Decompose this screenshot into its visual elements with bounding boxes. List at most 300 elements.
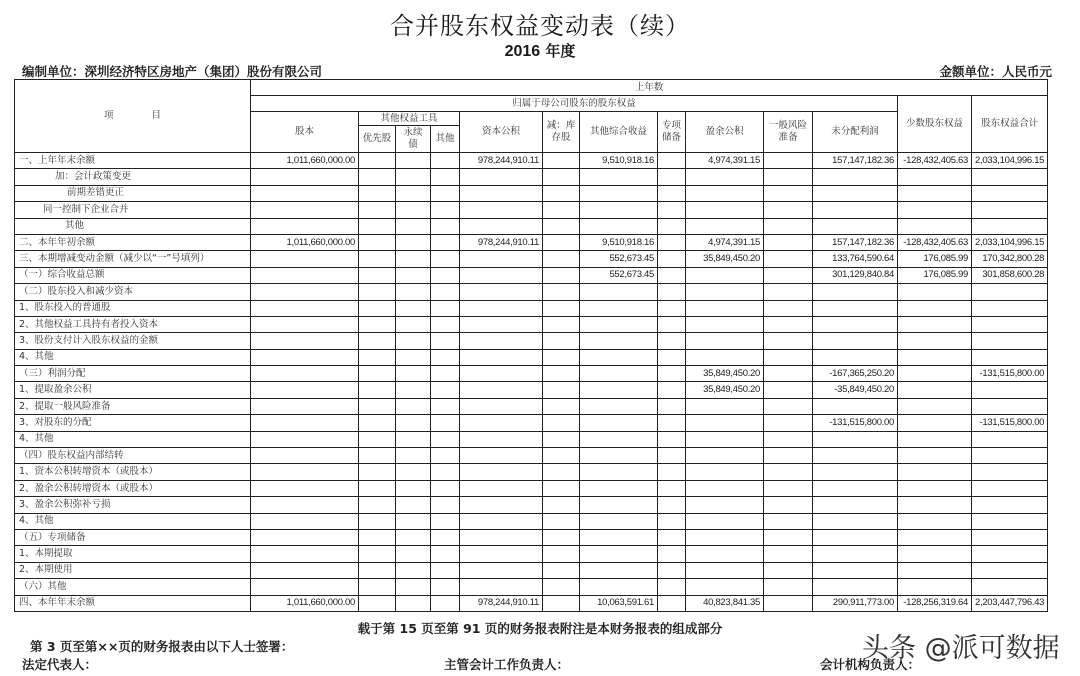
cell-special-reserve bbox=[658, 448, 686, 464]
cell-treasury bbox=[543, 316, 580, 332]
cell-perpetual bbox=[396, 218, 431, 234]
cell-total bbox=[972, 284, 1048, 300]
cell-total bbox=[972, 513, 1048, 529]
cell-special-reserve bbox=[658, 234, 686, 250]
cell-minority bbox=[898, 448, 972, 464]
cell-perpetual bbox=[396, 431, 431, 447]
cell-treasury bbox=[543, 185, 580, 201]
cell-general-risk bbox=[764, 185, 813, 201]
cell-surplus-reserve bbox=[686, 513, 764, 529]
cell-surplus-reserve bbox=[686, 546, 764, 562]
table-row bbox=[15, 300, 1048, 316]
cell-capital-reserve bbox=[460, 464, 543, 480]
cell-general-risk bbox=[764, 267, 813, 283]
col-total: 股东权益合计 bbox=[972, 96, 1048, 153]
cell-special-reserve bbox=[658, 251, 686, 267]
col-retained-earnings: 未分配利润 bbox=[813, 112, 898, 153]
cell-preferred bbox=[359, 234, 396, 250]
cell-minority bbox=[898, 497, 972, 513]
cell-share-capital bbox=[251, 464, 359, 480]
cell-minority bbox=[898, 300, 972, 316]
cell-treasury bbox=[543, 202, 580, 218]
table-row bbox=[15, 448, 1048, 464]
cell-preferred bbox=[359, 349, 396, 365]
cell-surplus-reserve bbox=[686, 218, 764, 234]
cell-oci bbox=[580, 185, 658, 201]
cell-surplus-reserve bbox=[686, 579, 764, 595]
table-row bbox=[15, 480, 1048, 496]
cell-preferred bbox=[359, 382, 396, 398]
cell-preferred bbox=[359, 185, 396, 201]
cell-special-reserve bbox=[658, 398, 686, 414]
cell-special-reserve bbox=[658, 513, 686, 529]
cell-oci: 9,510,918.16 bbox=[580, 153, 658, 169]
cell-surplus-reserve: 40,823,841.35 bbox=[686, 595, 764, 611]
cell-surplus-reserve: 35,849,450.20 bbox=[686, 366, 764, 382]
table-row bbox=[15, 464, 1048, 480]
row-label: 1、本期提取 bbox=[15, 546, 251, 562]
table-row bbox=[15, 234, 1048, 250]
row-label: 1、资本公积转增资本（或股本） bbox=[15, 464, 251, 480]
cell-retained bbox=[813, 316, 898, 332]
cell-share-capital bbox=[251, 546, 359, 562]
cell-capital-reserve bbox=[460, 284, 543, 300]
cell-perpetual bbox=[396, 546, 431, 562]
cell-oci bbox=[580, 366, 658, 382]
cell-oci: 552,673.45 bbox=[580, 267, 658, 283]
cell-share-capital: 1,011,660,000.00 bbox=[251, 153, 359, 169]
cell-treasury bbox=[543, 415, 580, 431]
cell-total bbox=[972, 398, 1048, 414]
cell-treasury bbox=[543, 579, 580, 595]
cell-other-instr bbox=[431, 169, 460, 185]
cell-retained bbox=[813, 579, 898, 595]
cell-retained bbox=[813, 218, 898, 234]
cell-special-reserve bbox=[658, 284, 686, 300]
cell-special-reserve bbox=[658, 333, 686, 349]
cell-surplus-reserve: 35,849,450.20 bbox=[686, 251, 764, 267]
table-row bbox=[15, 513, 1048, 529]
cell-total bbox=[972, 202, 1048, 218]
cell-total bbox=[972, 218, 1048, 234]
cell-total bbox=[972, 562, 1048, 578]
cell-oci bbox=[580, 546, 658, 562]
cell-treasury bbox=[543, 234, 580, 250]
cell-special-reserve bbox=[658, 218, 686, 234]
cell-other-instr bbox=[431, 513, 460, 529]
cell-other-instr bbox=[431, 333, 460, 349]
cell-other-instr bbox=[431, 595, 460, 611]
cell-capital-reserve bbox=[460, 366, 543, 382]
cell-capital-reserve: 978,244,910.11 bbox=[460, 234, 543, 250]
col-other-instruments: 其他 bbox=[431, 126, 460, 153]
cell-treasury bbox=[543, 349, 580, 365]
cell-minority: 176,085.99 bbox=[898, 251, 972, 267]
cell-special-reserve bbox=[658, 480, 686, 496]
legal-representative-label: 法定代表人： bbox=[22, 657, 98, 672]
cell-total bbox=[972, 333, 1048, 349]
cell-total bbox=[972, 579, 1048, 595]
cell-preferred bbox=[359, 398, 396, 414]
cell-capital-reserve bbox=[460, 448, 543, 464]
cell-total bbox=[972, 349, 1048, 365]
cell-general-risk bbox=[764, 349, 813, 365]
cell-oci bbox=[580, 398, 658, 414]
col-treasury-stock: 减：库存股 bbox=[543, 112, 580, 153]
cell-minority bbox=[898, 415, 972, 431]
cell-other-instr bbox=[431, 562, 460, 578]
cell-other-instr bbox=[431, 185, 460, 201]
cell-perpetual bbox=[396, 529, 431, 545]
cell-other-instr bbox=[431, 398, 460, 414]
cell-special-reserve bbox=[658, 529, 686, 545]
cell-oci bbox=[580, 382, 658, 398]
row-label: 加：会计政策变更 bbox=[15, 169, 251, 185]
cell-surplus-reserve bbox=[686, 562, 764, 578]
cell-special-reserve bbox=[658, 382, 686, 398]
cell-general-risk bbox=[764, 300, 813, 316]
row-label: （六）其他 bbox=[15, 579, 251, 595]
cell-capital-reserve bbox=[460, 480, 543, 496]
cell-share-capital bbox=[251, 480, 359, 496]
cell-capital-reserve bbox=[460, 579, 543, 595]
row-label: 1、提取盈余公积 bbox=[15, 382, 251, 398]
cell-total bbox=[972, 546, 1048, 562]
cell-other-instr bbox=[431, 464, 460, 480]
cell-perpetual bbox=[396, 349, 431, 365]
cell-general-risk bbox=[764, 529, 813, 545]
cell-retained: 133,764,590.64 bbox=[813, 251, 898, 267]
cell-surplus-reserve bbox=[686, 398, 764, 414]
cell-capital-reserve bbox=[460, 415, 543, 431]
cell-special-reserve bbox=[658, 595, 686, 611]
cell-oci bbox=[580, 579, 658, 595]
cell-total bbox=[972, 316, 1048, 332]
cell-treasury bbox=[543, 153, 580, 169]
cell-preferred bbox=[359, 267, 396, 283]
cell-general-risk bbox=[764, 251, 813, 267]
year-suffix: 年度 bbox=[540, 42, 576, 60]
cell-preferred bbox=[359, 153, 396, 169]
cell-minority bbox=[898, 562, 972, 578]
cell-general-risk bbox=[764, 382, 813, 398]
cell-special-reserve bbox=[658, 415, 686, 431]
cell-surplus-reserve bbox=[686, 284, 764, 300]
cell-treasury bbox=[543, 497, 580, 513]
cell-perpetual bbox=[396, 185, 431, 201]
cell-general-risk bbox=[764, 169, 813, 185]
cell-perpetual bbox=[396, 595, 431, 611]
cell-surplus-reserve bbox=[686, 316, 764, 332]
cell-perpetual bbox=[396, 366, 431, 382]
cell-preferred bbox=[359, 579, 396, 595]
cell-oci bbox=[580, 284, 658, 300]
cell-minority bbox=[898, 579, 972, 595]
cell-share-capital bbox=[251, 448, 359, 464]
cell-minority bbox=[898, 546, 972, 562]
cell-share-capital bbox=[251, 300, 359, 316]
cell-oci bbox=[580, 415, 658, 431]
cell-capital-reserve bbox=[460, 546, 543, 562]
cell-oci: 552,673.45 bbox=[580, 251, 658, 267]
row-label: 三、本期增减变动金额（减少以“一”号填列） bbox=[15, 251, 251, 267]
cell-preferred bbox=[359, 497, 396, 513]
cell-total bbox=[972, 497, 1048, 513]
cell-share-capital bbox=[251, 202, 359, 218]
row-label: （四）股东权益内部结转 bbox=[15, 448, 251, 464]
cell-share-capital bbox=[251, 349, 359, 365]
cell-other-instr bbox=[431, 382, 460, 398]
cell-other-instr bbox=[431, 349, 460, 365]
cell-preferred bbox=[359, 448, 396, 464]
cell-share-capital bbox=[251, 333, 359, 349]
cell-special-reserve bbox=[658, 546, 686, 562]
cell-other-instr bbox=[431, 579, 460, 595]
cell-perpetual bbox=[396, 382, 431, 398]
cell-surplus-reserve bbox=[686, 185, 764, 201]
accounting-head-label: 主管会计工作负责人： bbox=[444, 657, 570, 672]
cell-capital-reserve: 978,244,910.11 bbox=[460, 595, 543, 611]
cell-share-capital bbox=[251, 513, 359, 529]
cell-total bbox=[972, 431, 1048, 447]
cell-general-risk bbox=[764, 579, 813, 595]
cell-preferred bbox=[359, 316, 396, 332]
table-row bbox=[15, 349, 1048, 365]
cell-retained bbox=[813, 546, 898, 562]
cell-surplus-reserve bbox=[686, 529, 764, 545]
cell-capital-reserve bbox=[460, 251, 543, 267]
cell-capital-reserve bbox=[460, 267, 543, 283]
cell-treasury bbox=[543, 382, 580, 398]
cell-retained bbox=[813, 185, 898, 201]
cell-perpetual bbox=[396, 497, 431, 513]
cell-minority bbox=[898, 284, 972, 300]
cell-oci bbox=[580, 497, 658, 513]
row-label: （五）专项储备 bbox=[15, 529, 251, 545]
table-row bbox=[15, 546, 1048, 562]
cell-preferred bbox=[359, 169, 396, 185]
statement-title: 合并股东权益变动表（续） bbox=[390, 12, 690, 40]
cell-perpetual bbox=[396, 464, 431, 480]
cell-preferred bbox=[359, 366, 396, 382]
cell-capital-reserve bbox=[460, 349, 543, 365]
cell-special-reserve bbox=[658, 366, 686, 382]
cell-treasury bbox=[543, 284, 580, 300]
cell-treasury bbox=[543, 562, 580, 578]
table-row bbox=[15, 497, 1048, 513]
cell-total bbox=[972, 480, 1048, 496]
cell-special-reserve bbox=[658, 185, 686, 201]
cell-retained bbox=[813, 562, 898, 578]
cell-other-instr bbox=[431, 431, 460, 447]
accounting-org-head-label: 会计机构负责人： bbox=[820, 657, 921, 672]
cell-retained bbox=[813, 480, 898, 496]
cell-oci bbox=[580, 333, 658, 349]
cell-retained bbox=[813, 431, 898, 447]
signature-statement: 第 3 页至第××页的财务报表由以下人士签署： bbox=[30, 639, 294, 654]
cell-oci bbox=[580, 300, 658, 316]
cell-share-capital bbox=[251, 382, 359, 398]
cell-special-reserve bbox=[658, 169, 686, 185]
cell-treasury bbox=[543, 267, 580, 283]
cell-treasury bbox=[543, 251, 580, 267]
cell-capital-reserve bbox=[460, 562, 543, 578]
table-row bbox=[15, 579, 1048, 595]
cell-other-instr bbox=[431, 300, 460, 316]
cell-retained: 157,147,182.36 bbox=[813, 234, 898, 250]
cell-oci bbox=[580, 349, 658, 365]
cell-retained: -167,365,250.20 bbox=[813, 366, 898, 382]
row-label: 四、本年年末余额 bbox=[15, 595, 251, 611]
cell-minority bbox=[898, 382, 972, 398]
cell-retained: 157,147,182.36 bbox=[813, 153, 898, 169]
cell-minority bbox=[898, 202, 972, 218]
cell-share-capital bbox=[251, 267, 359, 283]
cell-surplus-reserve bbox=[686, 333, 764, 349]
cell-retained bbox=[813, 202, 898, 218]
cell-other-instr bbox=[431, 153, 460, 169]
cell-share-capital bbox=[251, 251, 359, 267]
cell-surplus-reserve: 4,974,391.15 bbox=[686, 153, 764, 169]
cell-retained bbox=[813, 300, 898, 316]
cell-preferred bbox=[359, 513, 396, 529]
table-row bbox=[15, 218, 1048, 234]
parent-equity-header: 归属于母公司股东的股东权益 bbox=[251, 96, 898, 112]
cell-surplus-reserve bbox=[686, 415, 764, 431]
cell-perpetual bbox=[396, 448, 431, 464]
cell-special-reserve bbox=[658, 267, 686, 283]
cell-surplus-reserve bbox=[686, 448, 764, 464]
cell-retained bbox=[813, 169, 898, 185]
cell-minority bbox=[898, 513, 972, 529]
cell-oci: 9,510,918.16 bbox=[580, 234, 658, 250]
cell-general-risk bbox=[764, 480, 813, 496]
cell-special-reserve bbox=[658, 349, 686, 365]
cell-surplus-reserve bbox=[686, 349, 764, 365]
cell-capital-reserve bbox=[460, 431, 543, 447]
cell-perpetual bbox=[396, 251, 431, 267]
equity-change-table bbox=[14, 79, 1048, 612]
cell-minority bbox=[898, 349, 972, 365]
cell-perpetual bbox=[396, 300, 431, 316]
cell-retained bbox=[813, 529, 898, 545]
cell-capital-reserve bbox=[460, 316, 543, 332]
cell-total: 2,203,447,796.43 bbox=[972, 595, 1048, 611]
cell-general-risk bbox=[764, 415, 813, 431]
table-row bbox=[15, 529, 1048, 545]
row-label: 前期差错更正 bbox=[15, 185, 251, 201]
cell-general-risk bbox=[764, 218, 813, 234]
cell-surplus-reserve bbox=[686, 202, 764, 218]
row-label: 二、本年年初余额 bbox=[15, 234, 251, 250]
col-capital-reserve: 资本公积 bbox=[460, 112, 543, 153]
table-row bbox=[15, 415, 1048, 431]
currency-unit: 金额单位：人民币元 bbox=[939, 64, 1052, 79]
cell-share-capital bbox=[251, 579, 359, 595]
row-label: （二）股东投入和减少资本 bbox=[15, 284, 251, 300]
period-header: 上年数 bbox=[251, 80, 1048, 96]
cell-share-capital bbox=[251, 562, 359, 578]
cell-minority: -128,256,319.64 bbox=[898, 595, 972, 611]
cell-treasury bbox=[543, 218, 580, 234]
cell-share-capital bbox=[251, 529, 359, 545]
cell-oci bbox=[580, 529, 658, 545]
row-label: 其他 bbox=[15, 218, 251, 234]
cell-total bbox=[972, 169, 1048, 185]
cell-oci bbox=[580, 202, 658, 218]
cell-other-instr bbox=[431, 480, 460, 496]
cell-preferred bbox=[359, 300, 396, 316]
cell-retained: -35,849,450.20 bbox=[813, 382, 898, 398]
cell-special-reserve bbox=[658, 300, 686, 316]
cell-share-capital bbox=[251, 366, 359, 382]
cell-treasury bbox=[543, 595, 580, 611]
item-header: 项 目 bbox=[15, 80, 251, 153]
cell-share-capital bbox=[251, 169, 359, 185]
cell-general-risk bbox=[764, 366, 813, 382]
cell-total bbox=[972, 185, 1048, 201]
table-row bbox=[15, 185, 1048, 201]
year-value: 2016 bbox=[504, 43, 541, 60]
cell-general-risk bbox=[764, 497, 813, 513]
row-label: 2、提取一般风险准备 bbox=[15, 398, 251, 414]
cell-preferred bbox=[359, 480, 396, 496]
cell-treasury bbox=[543, 448, 580, 464]
cell-oci bbox=[580, 448, 658, 464]
row-label: 4、其他 bbox=[15, 431, 251, 447]
table-row bbox=[15, 284, 1048, 300]
cell-treasury bbox=[543, 464, 580, 480]
row-label: 4、其他 bbox=[15, 349, 251, 365]
cell-minority bbox=[898, 316, 972, 332]
cell-share-capital bbox=[251, 218, 359, 234]
cell-capital-reserve bbox=[460, 513, 543, 529]
cell-capital-reserve bbox=[460, 497, 543, 513]
cell-minority bbox=[898, 169, 972, 185]
cell-treasury bbox=[543, 529, 580, 545]
row-label: 4、其他 bbox=[15, 513, 251, 529]
cell-minority bbox=[898, 431, 972, 447]
cell-capital-reserve bbox=[460, 529, 543, 545]
cell-general-risk bbox=[764, 431, 813, 447]
cell-minority bbox=[898, 185, 972, 201]
cell-perpetual bbox=[396, 398, 431, 414]
cell-share-capital bbox=[251, 316, 359, 332]
row-label: 2、本期使用 bbox=[15, 562, 251, 578]
col-share-capital: 股本 bbox=[251, 112, 359, 153]
cell-special-reserve bbox=[658, 316, 686, 332]
cell-perpetual bbox=[396, 579, 431, 595]
col-minority: 少数股东权益 bbox=[898, 96, 972, 153]
cell-capital-reserve: 978,244,910.11 bbox=[460, 153, 543, 169]
cell-other-instr bbox=[431, 497, 460, 513]
cell-perpetual bbox=[396, 234, 431, 250]
cell-general-risk bbox=[764, 234, 813, 250]
cell-total: 2,033,104,996.15 bbox=[972, 153, 1048, 169]
cell-capital-reserve bbox=[460, 398, 543, 414]
cell-total bbox=[972, 448, 1048, 464]
cell-other-instr bbox=[431, 202, 460, 218]
cell-minority bbox=[898, 480, 972, 496]
cell-total: 301,858,600.28 bbox=[972, 267, 1048, 283]
cell-perpetual bbox=[396, 267, 431, 283]
cell-other-instr bbox=[431, 546, 460, 562]
cell-capital-reserve bbox=[460, 333, 543, 349]
cell-special-reserve bbox=[658, 464, 686, 480]
cell-special-reserve bbox=[658, 579, 686, 595]
cell-general-risk bbox=[764, 546, 813, 562]
cell-retained bbox=[813, 464, 898, 480]
